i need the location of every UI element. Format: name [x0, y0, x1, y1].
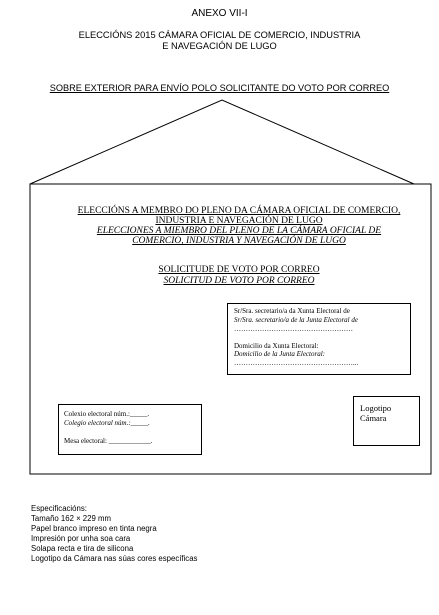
specifications-title: Especificacións:: [31, 504, 87, 513]
election-heading-gl-line-1: ELECCIÓNS A MEMBRO DO PLENO DA CÁMARA OFICIAL DE COMERCIO,: [77, 206, 401, 216]
request-title-gl: SOLICITUDE DE VOTO POR CORREO: [158, 265, 320, 275]
logo-placeholder-line-2: Cámara: [360, 413, 387, 423]
election-heading-es-line-1: ELECCIONES A MIEMBRO DEL PLENO DE LA CÁMARA OFICIAL DE: [96, 226, 382, 236]
spec-item: Impresión por unha soa cara: [31, 534, 131, 543]
envelope-caption: SOBRE EXTERIOR PARA ENVÍO POLO SOLICITANTE DO VOTO POR CORREO: [49, 83, 390, 93]
secretary-label-gl: Sr/Sra. secretario/a da Xunta Electoral de: [234, 307, 350, 315]
spec-item: Solapa recta e tira de silicona: [31, 544, 134, 553]
secretary-label-es: Sr/Sra. secretario/a de la Junta Electoral de: [234, 316, 358, 324]
envelope-flap: [30, 100, 414, 184]
annex-title: ANEXO VII-I: [191, 8, 248, 19]
election-heading-es-line-2: COMERCIO, INDUSTRIA Y NAVEGACIÓN DE LUGO: [132, 236, 346, 246]
address-label-es: Domicilio de la Junta Electoral:: [234, 350, 325, 358]
spec-item: Papel branco impreso en tinta negra: [31, 524, 157, 533]
electoral-table-label: Mesa electoral: ____________.: [64, 437, 153, 445]
secretary-fill-line: ……………………………………………: [234, 325, 353, 333]
college-number-label-gl: Colexio electoral núm.:_____.: [64, 410, 150, 418]
document-title-line-2: E NAVEGACIÓN DE LUGO: [162, 41, 277, 51]
spec-item: Tamaño 162 × 229 mm: [31, 514, 111, 523]
document-title-line-1: ELECCIÓNS 2015 CÁMARA OFICIAL DE COMERCIO, INDUSTRIA: [78, 30, 361, 40]
address-label-gl: Domicilio da Xunta Electoral:: [234, 342, 319, 350]
election-heading-gl-line-2: INDUSTRIA E NAVEGACIÓN DE LUGO: [155, 216, 323, 226]
logo-placeholder-line-1: Logotipo: [360, 403, 392, 413]
college-number-label-es: Colegio electoral núm.:_____.: [64, 419, 150, 427]
request-title-es: SOLICITUD DE VOTO POR CORREO: [163, 276, 315, 286]
spec-item: Logotipo da Cámara nas súas cores específicas: [31, 554, 198, 563]
address-fill-line: ……………………………………………...: [234, 359, 359, 367]
